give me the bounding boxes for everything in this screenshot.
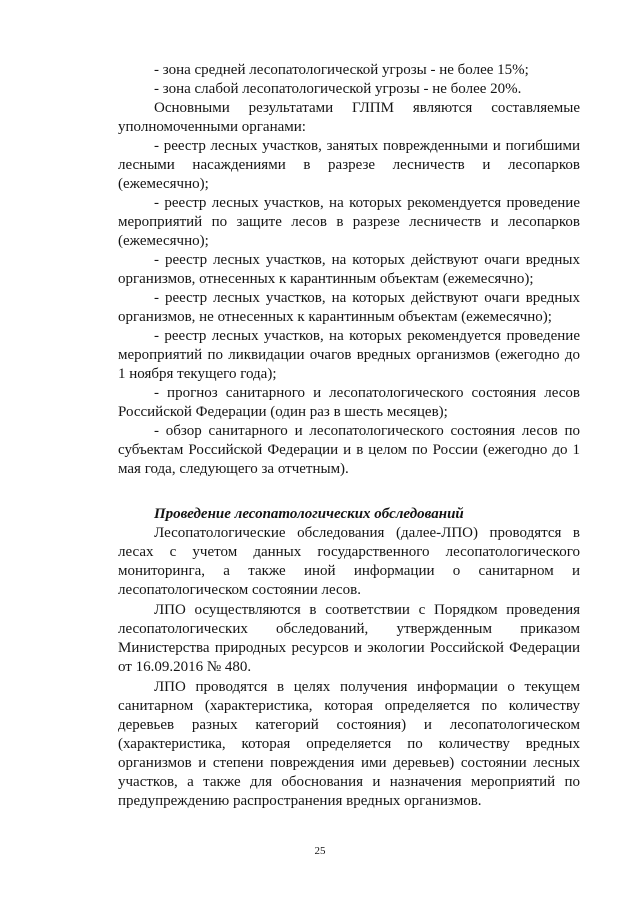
- page-content: [118, 61, 580, 811]
- paragraph-lpo-purpose: ЛПО проводятся в целях получения информации о текущем санитарном (характеристика, которая определяется по количеству деревьев разных категорий состояния) и лесопатологическом (характеристика, которая определяется по количеству вредных организмов и степени повреждения ими деревьев) состоянии лесных участков, а также для обоснования и назначения мероприятий по предупреждению распространения вредных организмов.: [118, 679, 580, 809]
- list-item-review: - обзор санитарного и лесопатологического состояния лесов по субъектам Российской Федерации и в целом по России (ежегодно до 1 мая года, следующего за отчетным).: [118, 423, 580, 477]
- paragraph-lpo-definition: Лесопатологические обследования (далее-ЛПО) проводятся в лесах с учетом данных государственного лесопатологического мониторинга, а также иной информации о санитарном и лесопатологическом состоянии лесов.: [118, 525, 580, 598]
- list-item-registry-quarantine: - реестр лесных участков, на которых действуют очаги вредных организмов, отнесенных к карантинным объектам (ежемесячно);: [118, 252, 580, 287]
- section-heading: Проведение лесопатологических обследований: [154, 506, 464, 522]
- list-item-zone-medium: - зона средней лесопатологической угрозы - не более 15%;: [154, 62, 529, 78]
- page-number: 25: [314, 845, 326, 857]
- list-item-registry-non-quarantine: - реестр лесных участков, на которых действуют очаги вредных организмов, не отнесенных к карантинным объектам (ежемесячно);: [118, 290, 580, 325]
- list-item-zone-weak: - зона слабой лесопатологической угрозы - не более 20%.: [154, 81, 522, 97]
- paragraph-glpm-results: Основными результатами ГЛПМ являются составляемые уполномоченными органами:: [118, 100, 580, 135]
- list-item-forecast: - прогноз санитарного и лесопатологического состояния лесов Российской Федерации (один раз в шесть месяцев);: [118, 385, 580, 420]
- list-item-registry-liquidation: - реестр лесных участков, на которых рекомендуется проведение мероприятий по ликвидации очагов вредных организмов (ежегодно до 1 ноября текущего года);: [118, 328, 580, 382]
- list-item-registry-damaged: - реестр лесных участков, занятых поврежденными и погибшими лесными насаждениями в разрезе лесничеств и лесопарков (ежемесячно);: [118, 138, 580, 192]
- paragraph-lpo-order: ЛПО осуществляются в соответствии с Порядком проведения лесопатологических обследований, утвержденным приказом Министерства природных ресурсов и экологии Российской Федерации от 16.09.2016 № 480.: [118, 602, 580, 675]
- list-item-registry-protection: - реестр лесных участков, на которых рекомендуется проведение мероприятий по защите лесов в разрезе лесничеств и лесопарков (ежемесячно);: [118, 195, 580, 249]
